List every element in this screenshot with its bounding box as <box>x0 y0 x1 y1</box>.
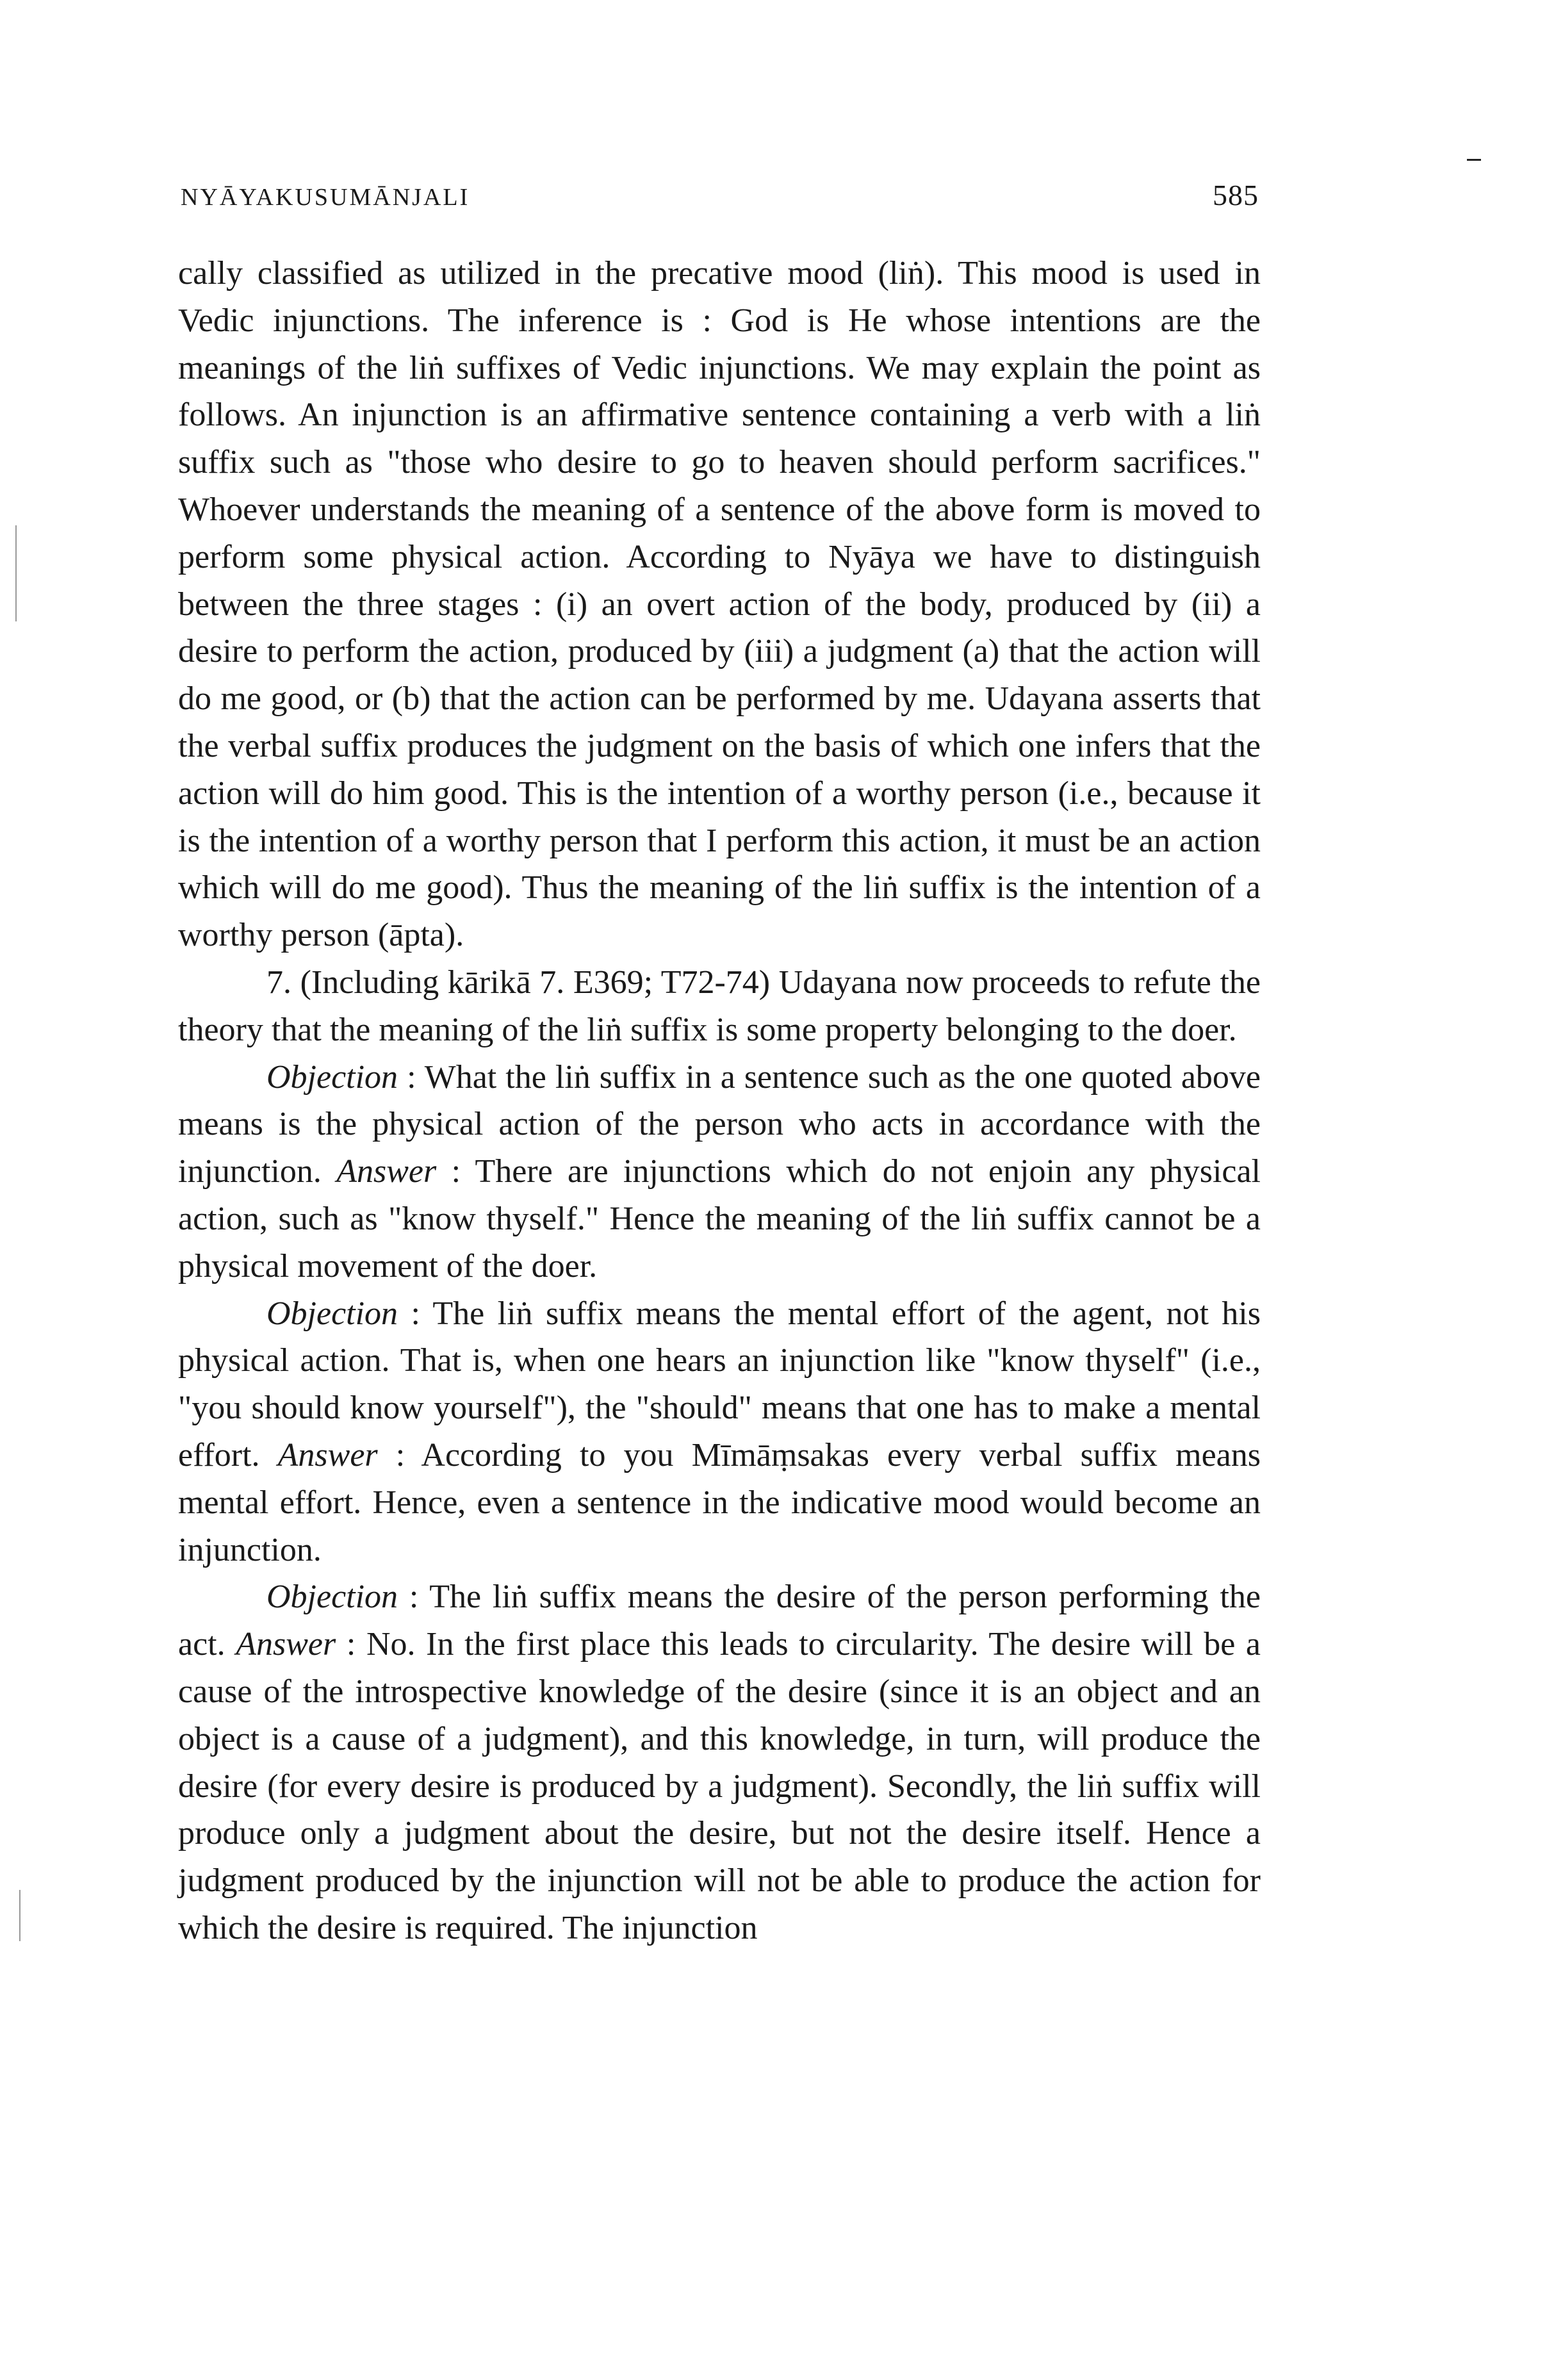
body-text <box>178 250 1261 1952</box>
answer-text: : According to you Mīmāṃsakas every verbal suffix means mental effort. Hence, even a sentence in the indicative mood would become an injunction. <box>178 1436 1261 1568</box>
answer-label: Answer <box>236 1626 336 1663</box>
objection-label: Objection <box>266 1295 398 1332</box>
objection-label: Objection <box>266 1058 398 1096</box>
answer-label: Answer <box>277 1436 378 1473</box>
answer-text: : There are injunctions which do not enjoin any physical action, such as "know thyself." Hence the meaning of the liṅ suffix cannot be a physical movement of the doer. <box>178 1153 1261 1284</box>
answer-label: Answer <box>336 1153 437 1190</box>
objection-text: : The liṅ suffix means the mental effort of the agent, not his physical action. That is, when one hears an injunction like "know thyself" (i.e., "you should know yourself"), the "should" means that one has to make a mental effort. <box>178 1295 1261 1473</box>
answer-text: : No. In the first place this leads to circularity. The desire will be a cause of the introspective knowledge of the desire (since it is an object and an object is a cause of a judgment), and this knowledge, in turn, will produce the desire (for every desire is produced by a judgment). Secondly, the liṅ suffix will produce only a judgment about the desire, but not the desire itself. Hence a judgment produced by the injunction will not be able to produce the action for which the desire is required. The injunction <box>178 1626 1261 1946</box>
paragraph-objection-desire <box>178 1573 1261 1951</box>
objection-label: Objection <box>266 1579 398 1616</box>
running-header <box>181 178 1259 217</box>
paragraph-continuation <box>178 250 1261 959</box>
paragraph-objection-mental-effort <box>178 1290 1261 1574</box>
scan-mark <box>19 1890 20 1941</box>
paragraph-section-7 <box>178 959 1261 1054</box>
objection-text: : What the liṅ suffix in a sentence such as the one quoted above means is the physical action of the person who acts in accordance with the injunction. <box>178 1058 1261 1190</box>
page-number: 585 <box>1213 179 1259 211</box>
paragraph-objection-physical-action <box>178 1054 1261 1290</box>
paragraph-text: cally classified as utilized in the precative mood (liṅ). This mood is used in Vedic injunctions. The inference is : God is He whose intentions are the meanings of the liṅ suffixes of Vedic injunctions. We may explain the point as follows. An injunction is an affirmative sentence containing a verb with a liṅ suffix such as "those who desire to go to heaven should perform sacrifices." Whoever understands the meaning of a sentence of the above form is moved to perform some physical action. According to Nyāya we have to distinguish between the three stages : (i) an overt action of the body, produced by (ii) a desire to perform the action, produced by (iii) a judgment (a) that the action will do me good, or (b) that the action can be performed by me. Udayana asserts that the verbal suffix produces the judgment on the basis of which one infers that the action will do him good. This is the intention of a worthy person (i.e., because it is the intention of a worthy person that I perform this action, it must be an action which will do me good). Thus the meaning of the liṅ suffix is the intention of a worthy person (āpta). <box>178 255 1261 954</box>
paragraph-text: 7. (Including kārikā 7. E369; T72-74) Udayana now proceeds to refute the theory that the meaning of the liṅ suffix is some property belonging to the doer. <box>178 964 1261 1048</box>
objection-text: : The liṅ suffix means the desire of the person performing the act. <box>178 1579 1261 1663</box>
scan-mark <box>15 525 17 621</box>
running-title: NYĀYAKUSUMĀNJALI <box>181 184 470 211</box>
scan-mark <box>1467 159 1481 161</box>
